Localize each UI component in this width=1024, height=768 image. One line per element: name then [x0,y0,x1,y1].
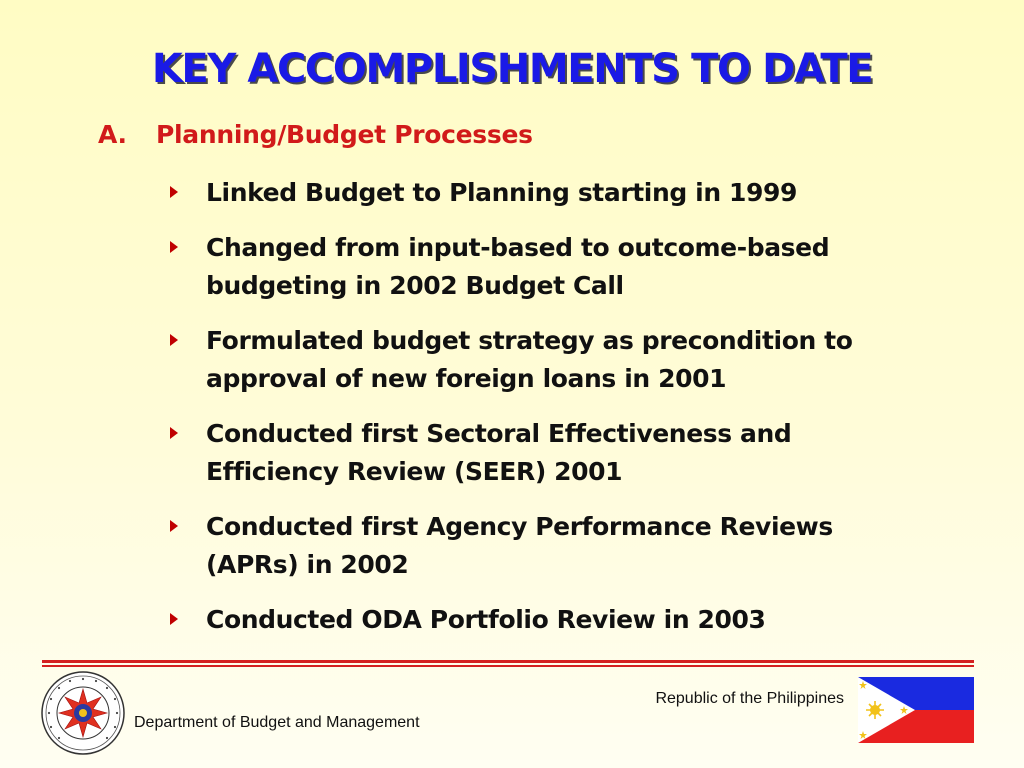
bullet-list [170,174,930,656]
slide-title: KEY ACCOMPLISHMENTS TO DATE [151,46,873,92]
bullet-item [170,322,930,398]
bullet-arrow-icon [170,613,178,625]
bullet-arrow-icon [170,520,178,532]
bullet-text: Linked Budget to Planning starting in 1999 [206,178,798,207]
footer-divider-top [42,660,974,663]
bullet-arrow-icon [170,241,178,253]
dbm-seal-icon [40,670,126,756]
bullet-item [170,601,930,639]
bullet-arrow-icon [170,427,178,439]
bullet-arrow-icon [170,334,178,346]
section-heading [98,120,533,149]
bullet-text: Conducted first Sectoral Effectiveness and Efficiency Review (SEER) 2001 [206,419,792,486]
bullet-text: Formulated budget strategy as precondition to approval of new foreign loans in 2001 [206,326,853,393]
department-name: Department of Budget and Management [134,714,420,731]
footer-divider-bottom [42,665,974,667]
section-letter: A. [98,120,127,149]
bullet-arrow-icon [170,186,178,198]
bullet-text: Conducted ODA Portfolio Review in 2003 [206,605,766,634]
bullet-item [170,229,930,305]
bullet-text: Changed from input-based to outcome-based budgeting in 2002 Budget Call [206,233,830,300]
bullet-item [170,174,930,212]
country-name: Republic of the Philippines [655,690,844,707]
bullet-item [170,415,930,491]
section-heading-text: Planning/Budget Processes [156,120,533,149]
bullet-item [170,508,930,584]
philippine-flag-icon [858,677,974,743]
bullet-text: Conducted first Agency Performance Reviews (APRs) in 2002 [206,512,833,579]
